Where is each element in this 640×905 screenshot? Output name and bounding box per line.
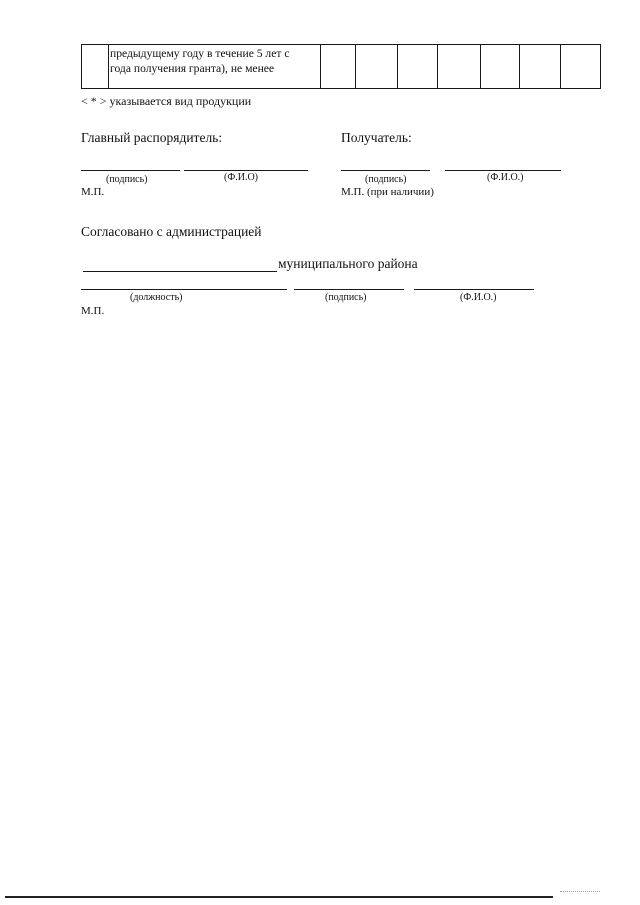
- position-line: [81, 289, 287, 290]
- recipient-name-label: (Ф.И.О.): [487, 172, 524, 183]
- approval-sign-label: (подпись): [325, 292, 367, 303]
- recipient-title: Получатель:: [341, 130, 412, 145]
- manager-sign-label: (подпись): [106, 174, 148, 185]
- position-label: (должность): [130, 292, 183, 303]
- recipient-sign-label: (подпись): [365, 174, 407, 185]
- table-column-divider: [480, 45, 481, 88]
- approval-name-line: [414, 289, 534, 290]
- table-column-divider: [320, 45, 321, 88]
- district-name-line: [83, 271, 277, 272]
- approval-signature-line: [294, 289, 404, 290]
- recipient-signature-line: [341, 170, 430, 171]
- table-column-divider: [560, 45, 561, 88]
- manager-name-label: (Ф.И.О): [224, 172, 259, 183]
- table-column-divider: [437, 45, 438, 88]
- manager-seal: М.П.: [81, 186, 105, 198]
- table-column-divider: [397, 45, 398, 88]
- footnote: < * > указывается вид продукции: [81, 94, 252, 108]
- approval-seal: М.П.: [81, 305, 105, 317]
- approval-title: Согласовано с администрацией: [81, 224, 262, 239]
- page-bottom-dots: [560, 891, 600, 892]
- page-bottom-rule: [5, 896, 553, 898]
- recipient-seal: М.П. (при наличии): [341, 186, 434, 198]
- table-column-divider: [519, 45, 520, 88]
- table-fragment: [81, 44, 601, 89]
- table-cell-description: [110, 46, 320, 76]
- manager-name-line: [184, 170, 308, 171]
- recipient-name-line: [445, 170, 561, 171]
- manager-signature-line: [81, 170, 180, 171]
- district-suffix: муниципального района: [278, 256, 418, 271]
- table-column-divider: [355, 45, 356, 88]
- approval-name-label: (Ф.И.О.): [460, 292, 497, 303]
- manager-title: Главный распорядитель:: [81, 130, 223, 145]
- table-column-divider: [108, 45, 109, 88]
- table-cell-line: года получения гранта), не менее: [110, 62, 275, 75]
- table-cell-line: предыдущему году в течение 5 лет с: [110, 47, 290, 60]
